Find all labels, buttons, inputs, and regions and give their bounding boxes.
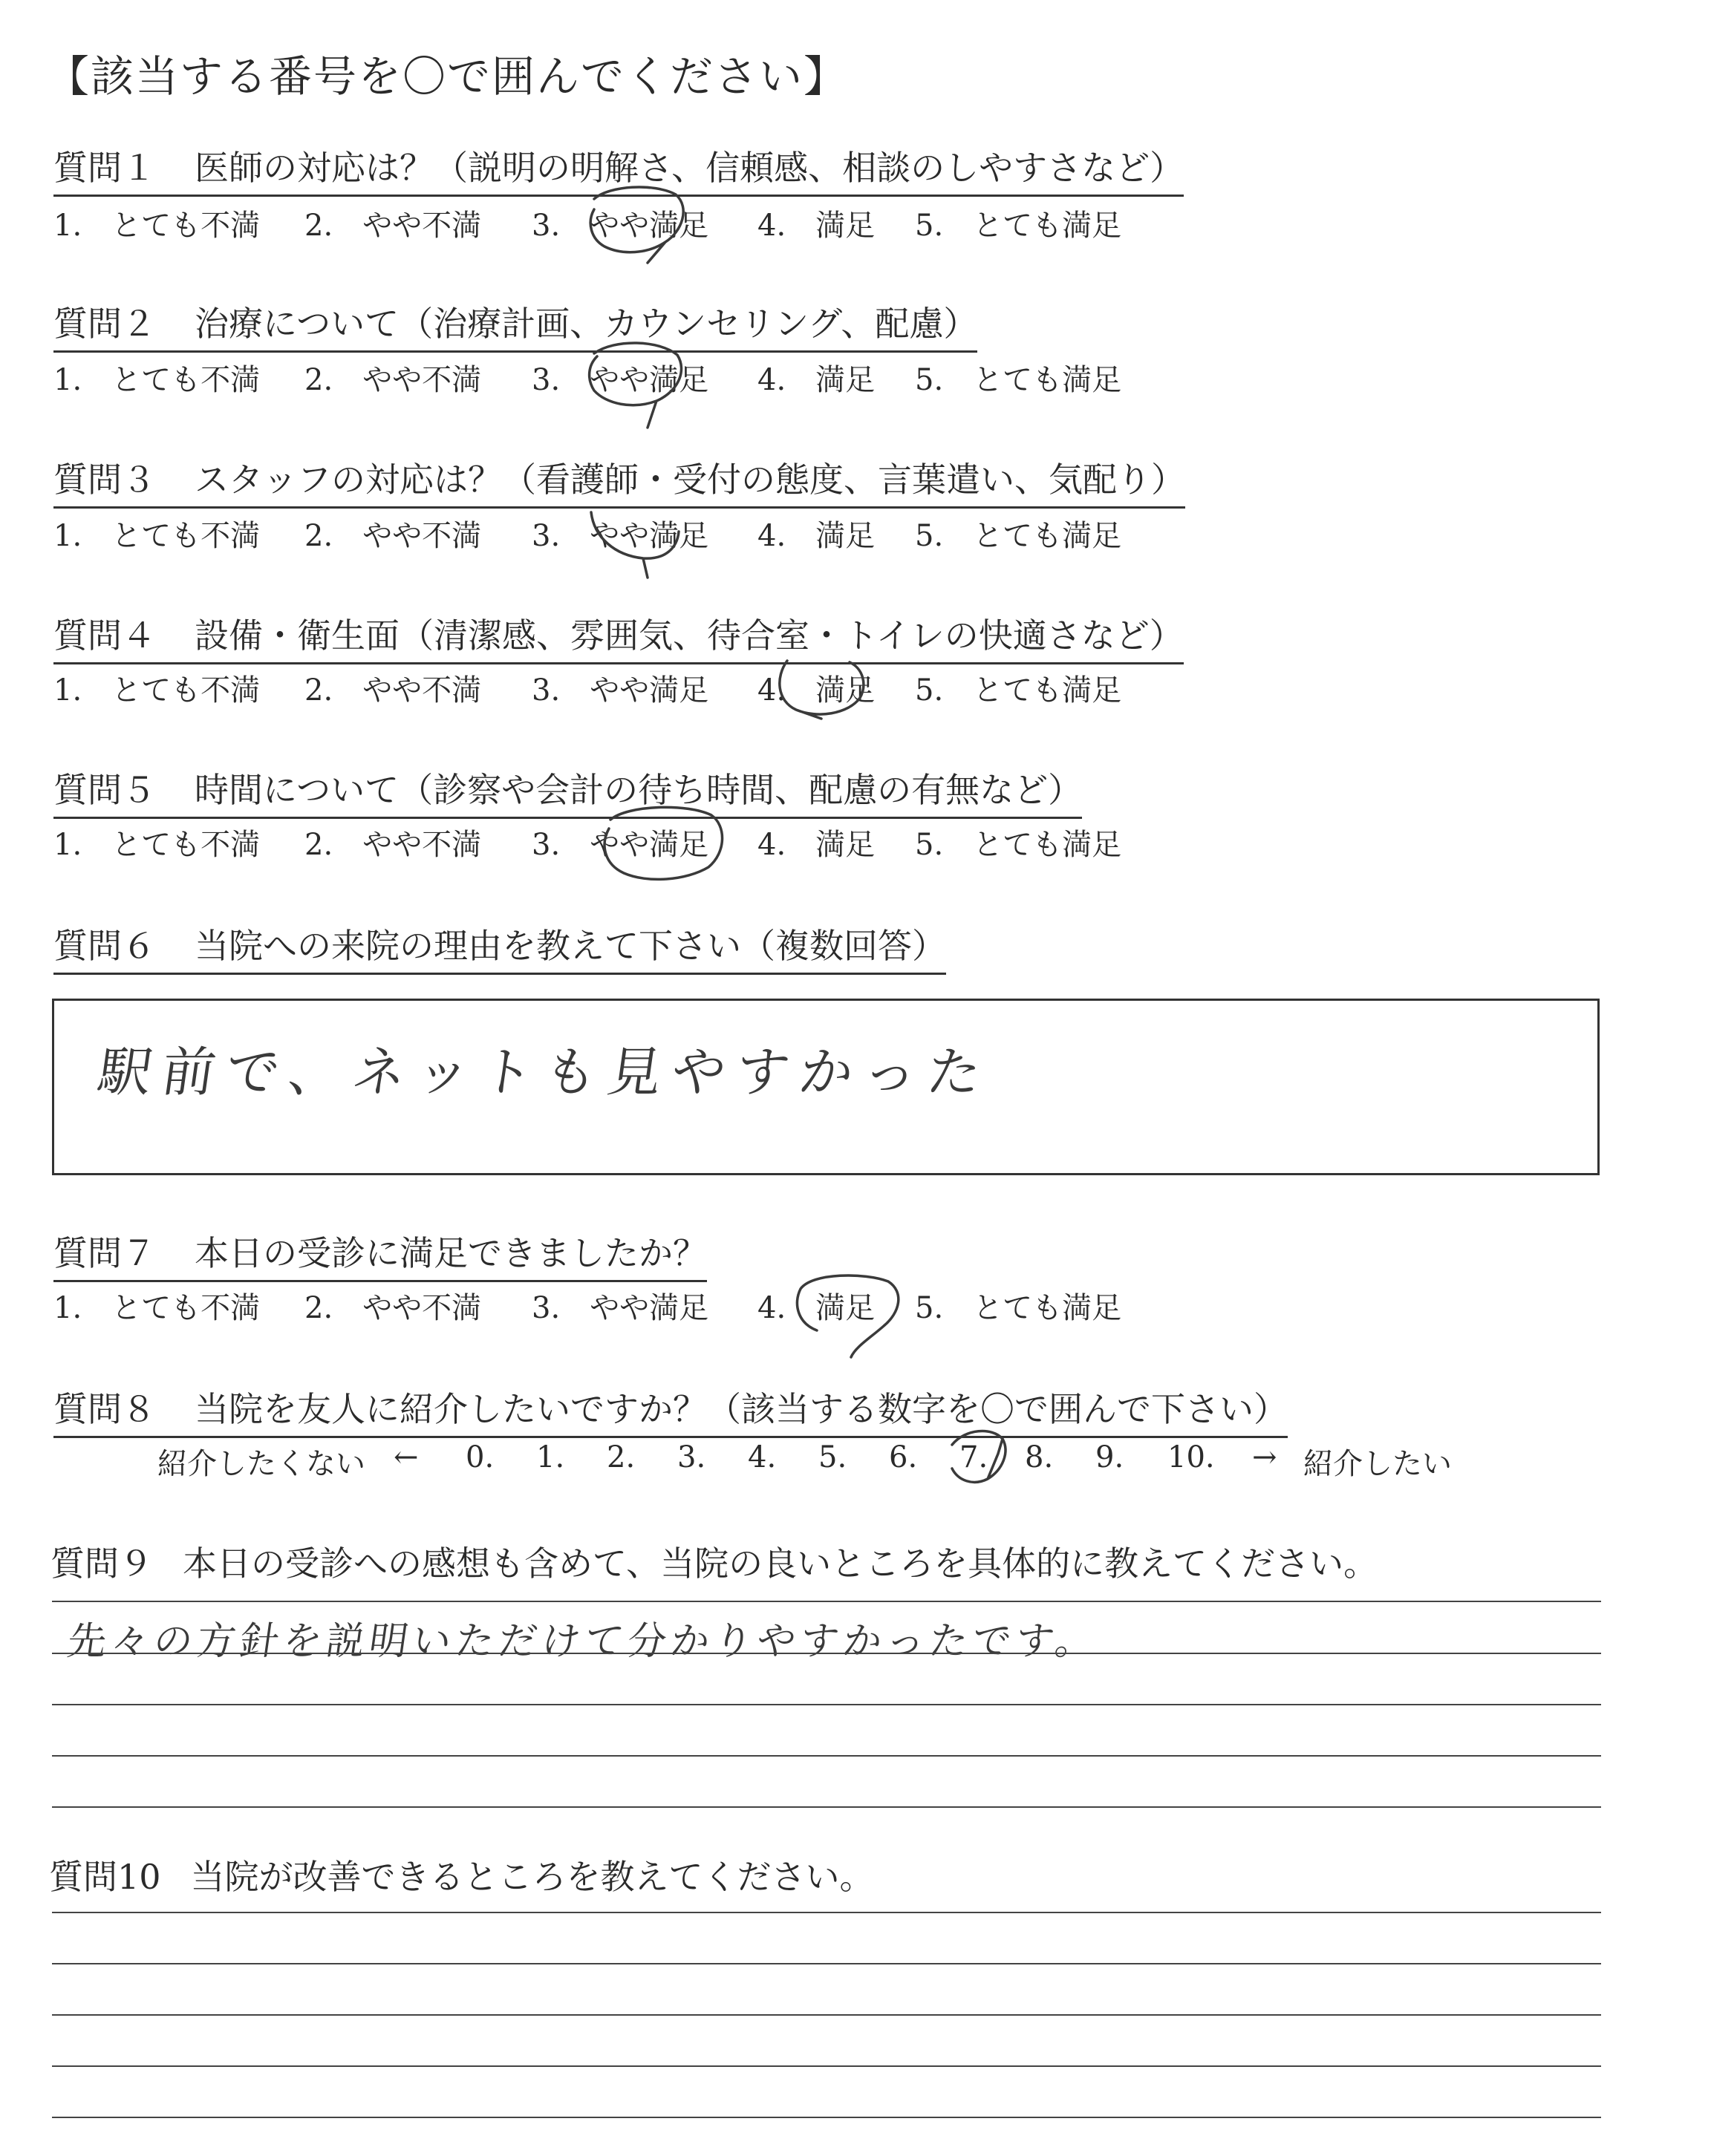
answer-line xyxy=(52,2117,1601,2118)
question-label: 質問１ xyxy=(53,148,156,188)
option-5[interactable]: 5. とても満足 xyxy=(915,519,1122,553)
option-3[interactable]: 3. やや満足 xyxy=(532,363,709,397)
scale-number-10[interactable]: 10. xyxy=(1167,1440,1215,1474)
option-2[interactable]: 2. やや不満 xyxy=(304,828,482,862)
option-1[interactable]: 1. とても不満 xyxy=(53,828,261,862)
recommend-scale xyxy=(0,1440,1711,1485)
question-text: 当院が改善できるところを教えてください。 xyxy=(190,1857,874,1897)
answer-line xyxy=(52,1601,1601,1602)
option-2[interactable]: 2. やや不満 xyxy=(304,209,482,243)
question-label: 質問６ xyxy=(53,926,156,966)
option-5[interactable]: 5. とても満足 xyxy=(915,828,1122,862)
handwritten-answer-9: 先々の方針を説明いただけて分かりやすかったです。 xyxy=(65,1619,1102,1664)
question-8-title xyxy=(53,1382,1288,1438)
option-2[interactable]: 2. やや不満 xyxy=(304,363,482,397)
option-5[interactable]: 5. とても満足 xyxy=(915,209,1122,243)
option-1[interactable]: 1. とても不満 xyxy=(53,673,261,708)
question-label: 質問３ xyxy=(53,460,156,500)
question-text: 本日の受診に満足できましたか？ xyxy=(195,1233,707,1273)
option-4[interactable]: 4. 満足 xyxy=(757,1291,876,1325)
option-5[interactable]: 5. とても満足 xyxy=(915,363,1122,397)
question-text: 設備・衛生面（清潔感、雰囲気、待合室・トイレの快適さなど） xyxy=(195,615,1184,656)
question-text: 当院への来院の理由を教えて下さい（複数回答） xyxy=(195,926,946,966)
answer-line xyxy=(52,2014,1601,2016)
option-2[interactable]: 2. やや不満 xyxy=(304,519,482,553)
scale-number-4[interactable]: 4. xyxy=(748,1440,777,1474)
question-4-title xyxy=(53,609,1184,664)
question-2-title xyxy=(53,297,977,353)
question-9-title xyxy=(50,1537,1378,1586)
answer-line xyxy=(52,1806,1601,1808)
question-label: 質問７ xyxy=(53,1233,156,1273)
scale-left-label: 紹介したくない xyxy=(157,1447,365,1481)
option-1[interactable]: 1. とても不満 xyxy=(53,519,261,553)
scale-number-0[interactable]: 0. xyxy=(466,1440,495,1474)
answer-line xyxy=(52,2065,1601,2067)
answer-line xyxy=(52,1963,1601,1964)
question-7-title xyxy=(53,1226,707,1282)
option-3[interactable]: 3. やや満足 xyxy=(532,1291,709,1325)
scale-number-1[interactable]: 1. xyxy=(536,1440,565,1474)
answer-box-6[interactable] xyxy=(52,999,1600,1175)
scale-left-arrow: ← xyxy=(394,1440,419,1474)
option-5[interactable]: 5. とても満足 xyxy=(915,1291,1122,1325)
option-4[interactable]: 4. 満足 xyxy=(757,673,876,708)
handwritten-answer-6: 駅前で、ネットも見やすかった xyxy=(94,1041,996,1103)
question-text: 治療について（治療計画、カウンセリング、配慮） xyxy=(195,304,978,344)
scale-number-2[interactable]: 2. xyxy=(607,1440,636,1474)
option-2[interactable]: 2. やや不満 xyxy=(304,673,482,708)
option-1[interactable]: 1. とても不満 xyxy=(53,209,261,243)
option-1[interactable]: 1. とても不満 xyxy=(53,1291,261,1325)
question-text: 当院を友人に紹介したいですか？（該当する数字を〇で囲んで下さい） xyxy=(195,1389,1288,1429)
scale-number-8[interactable]: 8. xyxy=(1025,1440,1054,1474)
question-label: 質問10 xyxy=(49,1857,161,1897)
option-2[interactable]: 2. やや不満 xyxy=(304,1291,482,1325)
scale-number-9[interactable]: 9. xyxy=(1095,1440,1124,1474)
question-text: 本日の受診への感想も含めて、当院の良いところを具体的に教えてください。 xyxy=(183,1544,1378,1584)
question-1-title xyxy=(53,141,1184,197)
option-3[interactable]: 3. やや満足 xyxy=(532,209,709,243)
option-3[interactable]: 3. やや満足 xyxy=(532,519,709,553)
question-5-title xyxy=(53,763,1082,819)
answer-line xyxy=(52,1653,1601,1654)
form-header: 【該当する番号を〇で囲んでください】 xyxy=(46,51,849,102)
scale-number-7[interactable]: 7. xyxy=(959,1440,988,1474)
question-text: 時間について（診察や会計の待ち時間、配慮の有無など） xyxy=(195,770,1083,810)
question-label: 質問５ xyxy=(53,770,156,810)
question-label: 質問８ xyxy=(53,1389,156,1429)
question-6-title xyxy=(53,919,946,975)
scale-right-arrow: → xyxy=(1252,1440,1277,1474)
option-5[interactable]: 5. とても満足 xyxy=(915,673,1122,708)
question-label: 質問９ xyxy=(50,1544,153,1584)
answer-line xyxy=(52,1755,1601,1757)
option-4[interactable]: 4. 満足 xyxy=(757,828,876,862)
question-3-title xyxy=(53,453,1185,509)
answer-line xyxy=(52,1704,1601,1705)
scale-number-6[interactable]: 6. xyxy=(889,1440,918,1474)
answer-line xyxy=(52,1912,1601,1913)
option-4[interactable]: 4. 満足 xyxy=(757,209,876,243)
question-text: 医師の対応は？（説明の明解さ、信頼感、相談のしやすさなど） xyxy=(195,148,1184,188)
option-4[interactable]: 4. 満足 xyxy=(757,519,876,553)
question-10-title xyxy=(49,1850,874,1899)
scale-number-5[interactable]: 5. xyxy=(818,1440,847,1474)
question-label: 質問２ xyxy=(53,304,156,344)
option-3[interactable]: 3. やや満足 xyxy=(532,673,709,708)
option-4[interactable]: 4. 満足 xyxy=(757,363,876,397)
scale-number-3[interactable]: 3. xyxy=(677,1440,706,1474)
question-label: 質問４ xyxy=(53,615,156,656)
question-text: スタッフの対応は？（看護師・受付の態度、言葉遣い、気配り） xyxy=(195,460,1185,500)
option-3[interactable]: 3. やや満足 xyxy=(532,828,709,862)
scale-right-label: 紹介したい xyxy=(1303,1447,1452,1481)
option-1[interactable]: 1. とても不満 xyxy=(53,363,261,397)
